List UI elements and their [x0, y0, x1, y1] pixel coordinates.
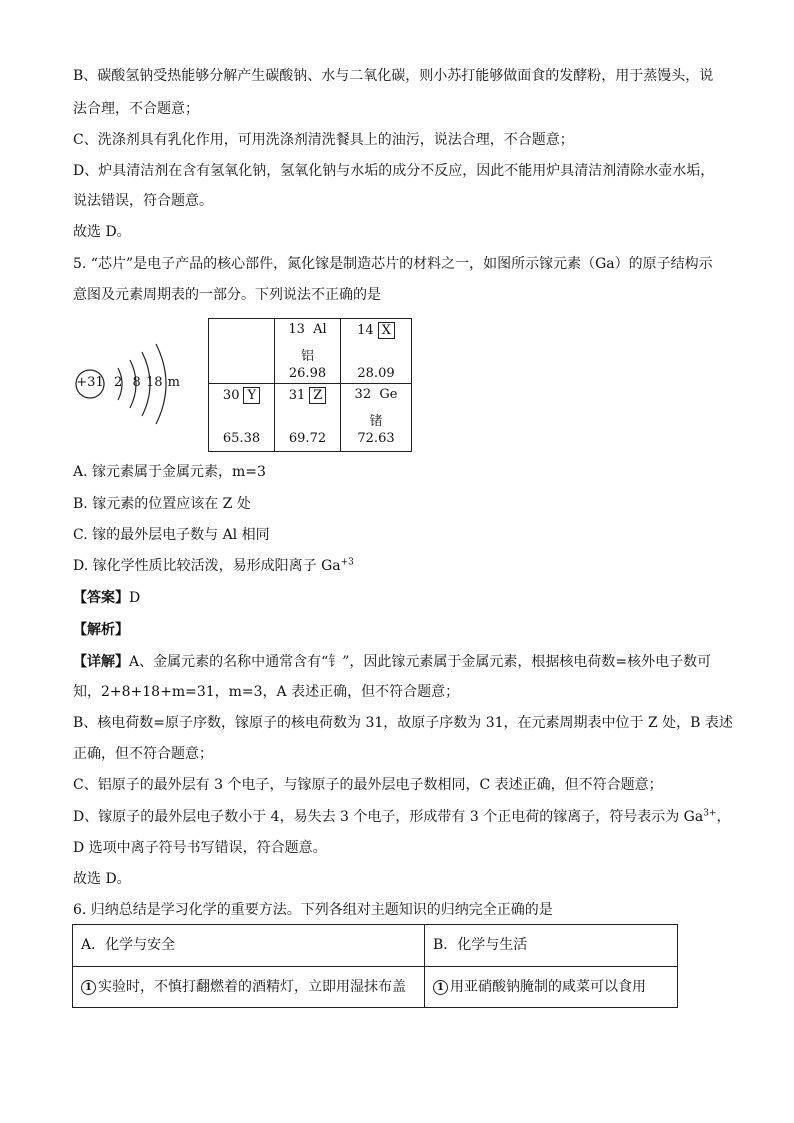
- detail-charge: 3+: [703, 808, 717, 819]
- detail-line4: 正确，但不符合题意；: [73, 746, 213, 762]
- y-symbol: Y: [243, 387, 260, 404]
- x-mass: 28.09: [357, 366, 395, 381]
- atom-structure-diagram: [74, 338, 194, 438]
- table-cell-b1: [425, 967, 677, 1007]
- paragraph-d-line2: 说法错误，符合题意。: [73, 193, 213, 209]
- pt-cell-y: [209, 384, 275, 451]
- ge-mass: 72.63: [357, 431, 395, 446]
- paragraph-c: C、洗涤剂具有乳化作用，可用洗涤剂清洗餐具上的油污，说法合理，不合题意；: [73, 132, 574, 148]
- ge-name: 锗: [369, 414, 383, 429]
- z-symbol: Z: [309, 387, 326, 404]
- option-c: C. 镓的最外层电子数与 Al 相同: [73, 527, 270, 543]
- al-mass: 26.98: [288, 366, 327, 381]
- al-symbol: Al: [313, 322, 327, 337]
- circled-number-icon: 1: [81, 980, 96, 995]
- electron-shells: 2 8 18 m: [114, 375, 180, 390]
- detail-line1: [73, 652, 711, 672]
- summary-table: [72, 924, 678, 1008]
- analysis-label: 【解析】: [73, 622, 129, 638]
- table-header-a: A．化学与安全: [73, 925, 425, 967]
- detail-line2: 知，2+8+18+m=31，m=3，A 表述正确，但不符合题意；: [73, 684, 460, 700]
- circled-number-icon: 1: [433, 980, 448, 995]
- paragraph-b-line1: B、碳酸氢钠受热能够分解产生碳酸钠、水与二氧化碳，则小苏打能够做面食的发酵粉，用于蒸馒头，说: [73, 68, 714, 84]
- detail-line8: 故选 D。: [73, 871, 131, 887]
- z-mass: 69.72: [288, 431, 327, 446]
- table-cell-a1: [73, 967, 425, 1007]
- option-b: B. 镓元素的位置应该在 Z 处: [73, 496, 251, 512]
- table-header-b: B．化学与生活: [425, 925, 677, 967]
- table-cell-a1-text: 实验时，不慎打翻燃着的酒精灯，立即用湿抹布盖: [98, 979, 406, 995]
- paragraph-d-line1: D、炉具清洁剂在含有氢氧化钠，氢氧化钠与水垢的成分不反应，因此不能用炉具清洁剂清除水壶水垢，: [73, 163, 715, 179]
- option-d-text: D. 镓化学性质比较活泼，易形成阳离子 Ga: [73, 558, 341, 574]
- z-number: 31: [288, 388, 306, 403]
- periodic-table-fragment: [208, 318, 412, 452]
- x-symbol: X: [378, 322, 395, 339]
- question5-line2: 意图及元素周期表的一部分。下列说法不正确的是: [73, 287, 381, 303]
- option-d: [73, 556, 354, 576]
- detail-text1: A、金属元素的名称中通常含有“钅”，因此镓元素属于金属元素，根据核电荷数=核外电子数可: [129, 654, 712, 670]
- detail-label: 【详解】: [73, 654, 129, 670]
- pt-cell-empty: [209, 319, 275, 384]
- nucleus-charge: +31: [76, 375, 104, 390]
- detail-line6: [73, 807, 730, 827]
- table-cell-b1-text: 用亚硝酸钠腌制的咸菜可以食用: [450, 979, 646, 995]
- ge-symbol: Ge: [379, 387, 398, 402]
- detail-line7: D 选项中离子符号书写错误，符合题意。: [73, 840, 327, 856]
- pt-cell-x: [341, 319, 411, 384]
- al-number: 13: [288, 322, 305, 337]
- option-d-charge: +3: [340, 557, 354, 568]
- y-mass: 65.38: [222, 431, 261, 446]
- paragraph-b-line2: 法合理，不合题意；: [73, 101, 199, 117]
- y-number: 30: [222, 388, 240, 403]
- x-number: 14: [357, 323, 374, 338]
- pt-cell-z: [275, 384, 341, 451]
- option-a: A. 镓元素属于金属元素，m=3: [73, 464, 266, 480]
- answer-value: D: [129, 590, 141, 606]
- detail-text6-end: ，: [716, 809, 731, 825]
- question6-title: 6. 归纳总结是学习化学的重要方法。下列各组对主题知识的归纳完全正确的是: [73, 902, 553, 918]
- question5-line1: 5. “芯片”是电子产品的核心部件，氮化镓是制造芯片的材料之一，如图所示镓元素（Ga）的原子结构示: [73, 256, 713, 272]
- detail-text6: D、镓原子的最外层电子数小于 4，易失去 3 个电子，形成带有 3 个正电荷的镓离子，符号表示为 Ga: [73, 809, 704, 825]
- pt-cell-ge: [341, 384, 411, 451]
- ge-number: 32: [354, 387, 372, 402]
- detail-line5: C、铝原子的最外层有 3 个电子，与镓原子的最外层电子数相同，C 表述正确，但不符合题意；: [73, 777, 663, 793]
- conclusion: 故选 D。: [73, 224, 131, 240]
- pt-cell-al: [275, 319, 341, 384]
- answer-line: [73, 588, 140, 608]
- detail-line3: B、核电荷数=原子序数，镓原子的核电荷数为 31，故原子序数为 31，在元素周期表中位于 Z 处，B 表述: [73, 715, 733, 731]
- al-name: 铝: [300, 349, 314, 364]
- answer-label: 【答案】: [73, 590, 129, 606]
